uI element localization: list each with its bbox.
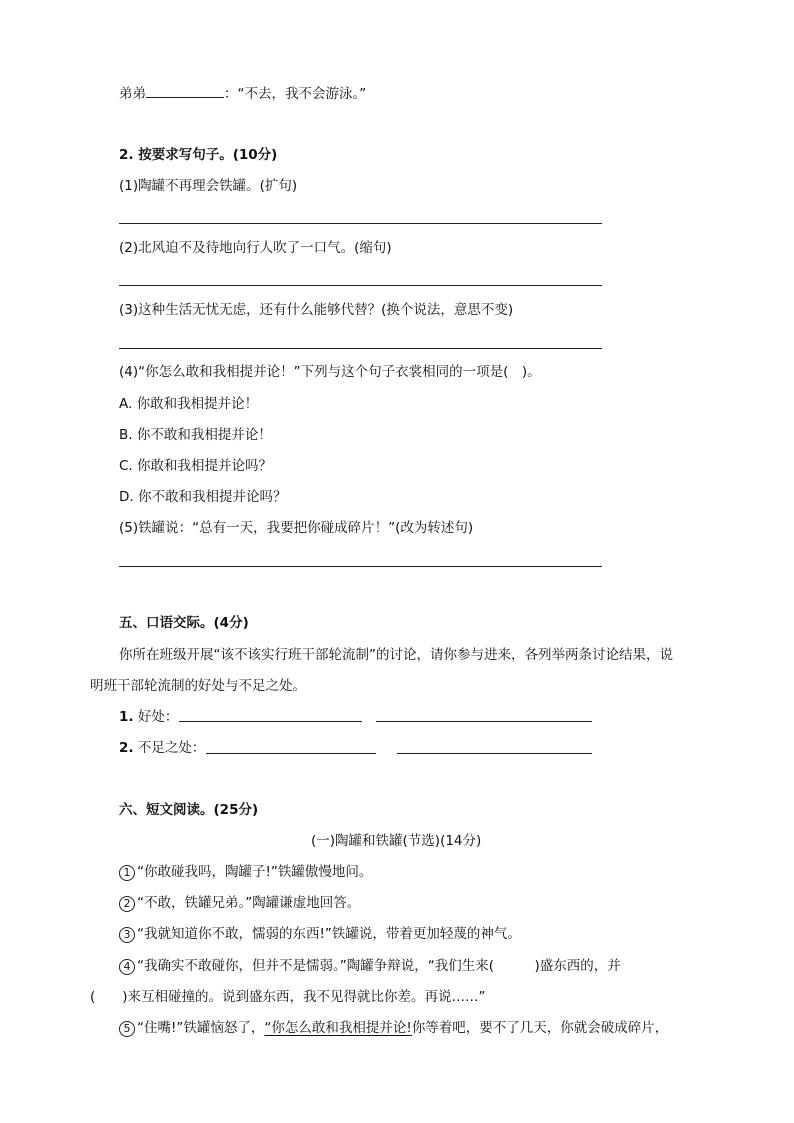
paragraph-3	[119, 925, 521, 943]
paragraph-text: “不敢，铁罐兄弟。”陶罐谦虚地回答。	[137, 895, 361, 911]
paragraph-5	[119, 1019, 668, 1037]
option-b[interactable]: B. 你不敢和我相提并论！	[119, 427, 272, 443]
shortcomings-item	[119, 739, 205, 757]
paragraph-number: 2	[119, 896, 135, 912]
shortcomings-blank-1[interactable]	[206, 753, 376, 754]
paragraph-text: “我就知道你不敢，懦弱的东西!”铁罐说，带着更加轻蔑的神气。	[137, 926, 521, 942]
section-5-title: 五、口语交际。(4分)	[119, 615, 249, 631]
shortcomings-label: 不足之处：	[137, 740, 206, 756]
dialogue-line	[119, 83, 366, 103]
benefits-label: 好处：	[137, 709, 179, 725]
answer-line-3[interactable]	[119, 348, 602, 349]
q2-sentence-4: (4)“你怎么敢和我相提并论！”下列与这个句子衣裳相同的一项是( )。	[119, 364, 541, 380]
benefits-blank-1[interactable]	[179, 721, 362, 722]
benefits-blank-2[interactable]	[376, 721, 592, 722]
paragraph-2	[119, 894, 360, 912]
option-c[interactable]: C. 你敢和我相提并论吗？	[119, 458, 273, 474]
paragraph-text: “你敢碰我吗，陶罐子!”铁罐傲慢地问。	[137, 864, 373, 880]
dialogue-prefix: 弟弟	[119, 86, 146, 102]
section-5-intro-1: 你所在班级开展“该不该实行班干部轮流制”的讨论，请你参与进来，各列举两条讨论结果，说	[119, 647, 673, 663]
paragraph-4-continued: ( )来互相碰撞的。说到盛东西，我不见得就比你差。再说……”	[90, 989, 486, 1005]
answer-line-1[interactable]	[119, 223, 602, 224]
paragraph-number: 1	[119, 865, 135, 881]
paragraph-text: “我确实不敢碰你，但并不是懦弱。”陶罐争辩说，“我们生来( )盛东西的，并	[137, 958, 621, 974]
shortcomings-blank-2[interactable]	[397, 753, 592, 754]
paragraph-number: 5	[119, 1021, 135, 1037]
item-2-number: 2.	[119, 740, 134, 756]
q2-sentence-3: (3)这种生活无忧无虑，还有什么能够代替？(换个说法，意思不变)	[119, 302, 514, 318]
passage-subtitle: (一)陶罐和铁罐(节选)(14分)	[311, 833, 482, 849]
underlined-sentence: “你怎么敢和我相提并论!	[264, 1020, 412, 1036]
q2-sentence-2: (2)北风迫不及待地向行人吹了一口气。(缩句)	[119, 240, 392, 256]
section-5-intro-2: 明班干部轮流制的好处与不足之处。	[90, 678, 306, 694]
item-1-number: 1.	[119, 709, 134, 725]
paragraph-text: “住嘴!”铁罐恼怒了，	[137, 1020, 265, 1036]
paragraph-1	[119, 863, 372, 881]
section-6-title: 六、短文阅读。(25分)	[119, 802, 259, 818]
answer-line-2[interactable]	[119, 285, 602, 286]
benefits-item	[119, 708, 178, 726]
answer-line-5[interactable]	[119, 566, 602, 567]
q2-sentence-1: (1)陶罐不再理会铁罐。(扩句)	[119, 178, 298, 194]
question-2-title: 2. 按要求写句子。(10分)	[119, 147, 278, 163]
option-d[interactable]: D. 你不敢和我相提并论吗？	[119, 489, 287, 505]
option-a[interactable]: A. 你敢和我相提并论！	[119, 396, 259, 412]
paragraph-number: 3	[119, 927, 135, 943]
paragraph-number: 4	[119, 959, 135, 975]
dialogue-suffix: ：“不去，我不会游泳。”	[224, 86, 367, 102]
paragraph-text-end: 你等着吧，要不了几天，你就会破成碎片，	[411, 1020, 669, 1036]
q2-sentence-5: (5)铁罐说：“总有一天，我要把你碰成碎片！”(改为转述句)	[119, 520, 474, 536]
answer-blank[interactable]	[146, 83, 224, 98]
paragraph-4	[119, 957, 621, 975]
